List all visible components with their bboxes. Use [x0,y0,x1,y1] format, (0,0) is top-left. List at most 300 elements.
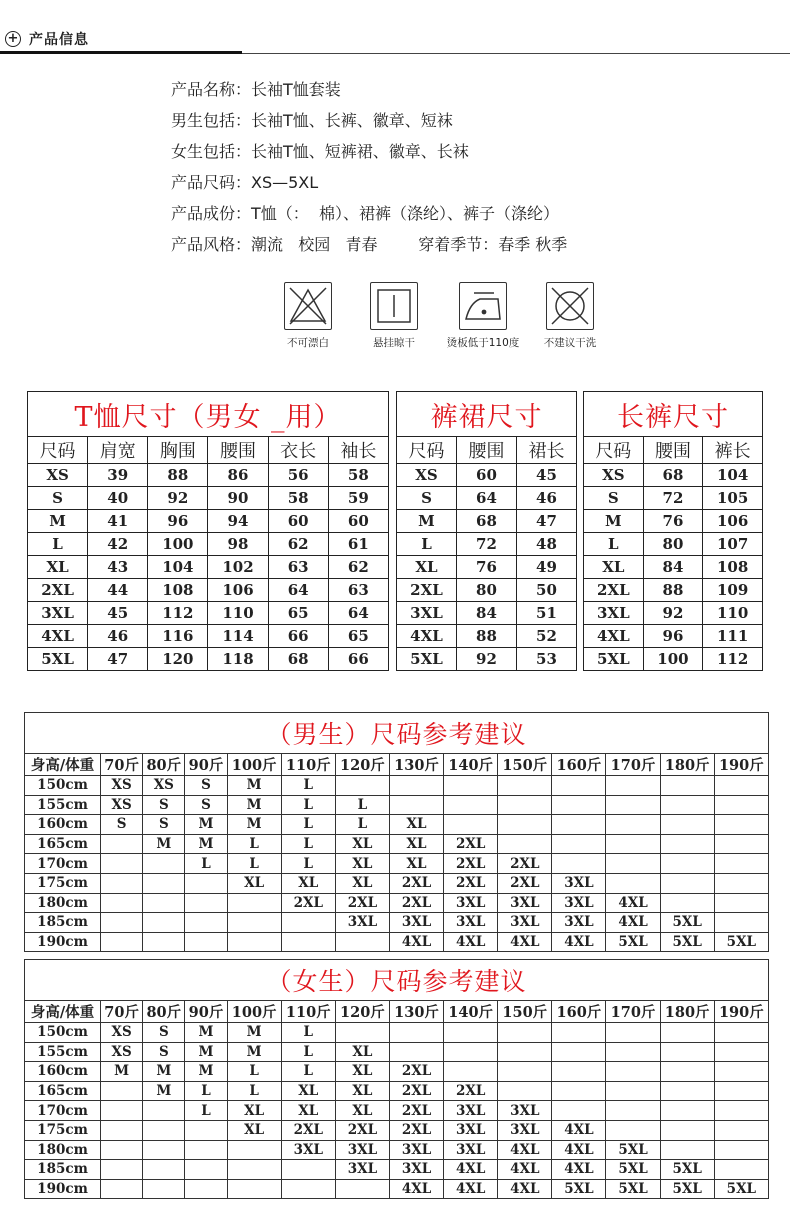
table-cell: XL [389,854,443,874]
table-cell [660,1140,714,1160]
table-cell [444,1042,498,1062]
table-cell: S [28,487,88,510]
table-cell: 3XL [281,1140,335,1160]
info-line: 产品成份：T恤（： 棉）、裙裤（涤纶）、裤子（涤纶） [171,204,559,223]
column-header: 110斤 [281,1001,335,1023]
table-row [28,625,389,648]
table-cell [660,854,714,874]
table-cell: XS [143,776,185,796]
column-header: 腰围 [643,437,703,464]
table-cell [606,834,660,854]
table-cell [714,1120,768,1140]
column-header: 身高/体重 [25,754,101,776]
column-header: 尺码 [28,437,88,464]
info-line: 产品风格：潮流 校园 青春 穿着季节：春季 秋季 [171,235,568,254]
table-cell: L [397,533,457,556]
table-cell: 50 [516,579,576,602]
table-cell [101,873,143,893]
table-row [25,873,769,893]
table-cell: 2XL [498,854,552,874]
table-cell: XL [335,854,389,874]
table-cell: XS [101,795,143,815]
table-cell: 155cm [25,795,101,815]
table-cell: 155cm [25,1042,101,1062]
table-cell: XL [227,1120,281,1140]
table-cell: 3XL [444,1101,498,1121]
table-cell [143,873,185,893]
column-header: 70斤 [101,1001,143,1023]
table-cell [281,932,335,952]
table-cell: 165cm [25,834,101,854]
table-cell [552,834,606,854]
table-cell [606,854,660,874]
table-cell: XL [281,1101,335,1121]
table-cell: 5XL [606,1140,660,1160]
table-cell: L [281,834,335,854]
table-cell [606,795,660,815]
table-cell: XL [335,873,389,893]
table-cell [389,776,443,796]
table-cell: L [584,533,644,556]
table-row [25,1042,769,1062]
table-cell: 2XL [397,579,457,602]
table-row [397,625,577,648]
table-cell: 2XL [389,1120,443,1140]
table-cell: 5XL [660,1160,714,1180]
table-cell: 190cm [25,932,101,952]
table-cell: 94 [208,510,268,533]
table-cell: 98 [208,533,268,556]
table-cell [101,1140,143,1160]
table-cell: 3XL [444,1120,498,1140]
table-cell [444,776,498,796]
table-cell: 42 [88,533,148,556]
table-cell: 64 [456,487,516,510]
column-header: 170斤 [606,1001,660,1023]
table-cell [185,873,227,893]
table-cell: L [335,815,389,835]
table-cell [498,834,552,854]
product-info [171,74,567,260]
table-cell [552,1101,606,1121]
table-row [584,625,763,648]
table-cell: 4XL [498,1160,552,1180]
table-cell: 44 [88,579,148,602]
table-cell: 108 [703,556,763,579]
section-header [0,26,790,54]
table-cell: XL [227,873,281,893]
info-line: 产品名称：长袖T恤套装 [171,80,341,99]
table-cell [143,1120,185,1140]
care-label: 不可漂白 [287,337,329,349]
table-cell: 92 [643,602,703,625]
table-cell: 90 [208,487,268,510]
care-label: 烫板低于110度 [446,337,520,349]
table-cell: 110 [703,602,763,625]
table-cell: 5XL [606,932,660,952]
column-header: 80斤 [143,1001,185,1023]
table-cell: 68 [456,510,516,533]
table-cell: S [143,1023,185,1043]
table-row [28,648,389,671]
table-cell [335,776,389,796]
table-cell: 4XL [389,1179,443,1199]
column-header: 袖长 [328,437,388,464]
table-title: （女生）尺码参考建议 [25,960,769,1001]
table-cell: 64 [268,579,328,602]
care-label: 不建议干洗 [543,337,597,349]
table-cell [227,1179,281,1199]
table-cell: XL [28,556,88,579]
table-cell: 3XL [498,913,552,933]
table-row [28,579,389,602]
table-cell: M [227,776,281,796]
table-cell [143,913,185,933]
table-title: （男生）尺码参考建议 [25,713,769,754]
table-cell: 4XL [397,625,457,648]
column-header: 180斤 [660,1001,714,1023]
table-row [25,1179,769,1199]
table-cell: M [143,1062,185,1082]
table-cell [143,1101,185,1121]
table-cell [101,913,143,933]
column-header: 140斤 [444,754,498,776]
table-cell: L [281,1062,335,1082]
column-header: 裙长 [516,437,576,464]
table-cell [660,834,714,854]
column-header: 190斤 [714,754,768,776]
table-cell: 5XL [606,1179,660,1199]
table-cell [143,1160,185,1180]
table-cell: 4XL [498,1179,552,1199]
table-cell: L [335,795,389,815]
table-cell: 58 [328,464,388,487]
table-cell: 112 [703,648,763,671]
table-row [584,602,763,625]
table-cell [660,1042,714,1062]
table-cell: 185cm [25,913,101,933]
table-cell: XL [281,873,335,893]
table-cell: 84 [456,602,516,625]
table-row [584,487,763,510]
table-cell: 4XL [606,893,660,913]
table-cell [101,893,143,913]
table-cell: 4XL [498,1140,552,1160]
table-cell [389,1023,443,1043]
column-header: 尺码 [584,437,644,464]
table-cell: 66 [268,625,328,648]
table-cell [552,1042,606,1062]
table-cell: 5XL [660,1179,714,1199]
table-cell: L [185,1101,227,1121]
column-header: 肩宽 [88,437,148,464]
column-header: 腰围 [456,437,516,464]
table-cell: 63 [328,579,388,602]
table-cell: 62 [268,533,328,556]
table-cell: 3XL [498,893,552,913]
table-cell: XL [389,834,443,854]
table-cell: 63 [268,556,328,579]
table-cell [714,1081,768,1101]
table-cell: 59 [328,487,388,510]
table-row [25,854,769,874]
table-row [25,913,769,933]
table-cell [606,815,660,835]
table-title: T恤尺寸（男女 _用） [28,392,389,437]
table-cell: L [227,854,281,874]
table-cell: 2XL [389,893,443,913]
table-cell: 3XL [335,1160,389,1180]
table-cell: S [584,487,644,510]
table-cell: 2XL [389,1081,443,1101]
table-cell [606,1023,660,1043]
table-cell: 100 [148,533,208,556]
table-cell: 47 [88,648,148,671]
table-cell: 68 [643,464,703,487]
table-cell: L [281,1042,335,1062]
table-cell: 160cm [25,1062,101,1082]
column-header: 160斤 [552,754,606,776]
table-cell [227,1160,281,1180]
column-header: 140斤 [444,1001,498,1023]
table-cell: 3XL [389,1140,443,1160]
table-cell [606,1042,660,1062]
table-cell: XL [335,1042,389,1062]
tshirt-size-table [27,391,389,671]
table-cell: M [227,1042,281,1062]
table-cell [660,1062,714,1082]
table-cell: 3XL [444,893,498,913]
table-cell: 5XL [28,648,88,671]
table-cell: 80 [643,533,703,556]
table-cell: L [227,1062,281,1082]
table-cell: 45 [516,464,576,487]
table-title: 长裤尺寸 [584,392,763,437]
table-cell: 185cm [25,1160,101,1180]
table-row [28,533,389,556]
table-cell: 88 [148,464,208,487]
table-cell: 52 [516,625,576,648]
table-cell: 3XL [498,1120,552,1140]
column-header: 裤长 [703,437,763,464]
table-cell: 3XL [552,913,606,933]
table-cell: 96 [643,625,703,648]
table-cell: 2XL [281,1120,335,1140]
table-cell: 2XL [281,893,335,913]
column-header: 腰围 [208,437,268,464]
table-cell: 4XL [552,1120,606,1140]
table-cell [660,893,714,913]
table-cell [335,1179,389,1199]
table-cell [101,932,143,952]
table-cell: 4XL [584,625,644,648]
column-header: 尺码 [397,437,457,464]
table-cell [281,1160,335,1180]
table-cell: 40 [88,487,148,510]
table-cell [714,834,768,854]
column-header: 80斤 [143,754,185,776]
table-cell: 86 [208,464,268,487]
table-row [25,1160,769,1180]
table-cell [185,1179,227,1199]
table-row [584,556,763,579]
table-cell [660,795,714,815]
table-cell: 102 [208,556,268,579]
column-header: 130斤 [389,754,443,776]
table-row [28,510,389,533]
column-header: 身高/体重 [25,1001,101,1023]
table-cell: XL [397,556,457,579]
table-cell [606,873,660,893]
table-cell [444,795,498,815]
table-row [584,510,763,533]
column-header: 130斤 [389,1001,443,1023]
no-bleach-icon [284,282,332,330]
table-row [25,795,769,815]
table-cell [552,1062,606,1082]
table-cell: 5XL [714,932,768,952]
table-cell: M [185,1023,227,1043]
table-cell [714,1160,768,1180]
table-cell [101,1101,143,1121]
table-cell [101,834,143,854]
male-size-guide-table [24,712,769,952]
column-header: 160斤 [552,1001,606,1023]
column-header: 170斤 [606,754,660,776]
table-cell: 3XL [552,893,606,913]
table-cell [185,1160,227,1180]
table-cell: 4XL [498,932,552,952]
table-cell: 3XL [389,913,443,933]
table-cell: 65 [268,602,328,625]
table-cell: 46 [516,487,576,510]
table-cell: M [28,510,88,533]
table-cell: M [185,815,227,835]
table-cell: 2XL [389,1101,443,1121]
table-cell: M [143,1081,185,1101]
table-cell: L [28,533,88,556]
table-cell [143,1179,185,1199]
table-cell: 5XL [660,932,714,952]
header-underline [0,51,242,54]
table-cell: 109 [703,579,763,602]
column-header: 90斤 [185,1001,227,1023]
table-cell: 2XL [335,893,389,913]
table-row [25,1062,769,1082]
table-cell: M [584,510,644,533]
table-cell: 3XL [28,602,88,625]
table-cell: 5XL [606,1160,660,1180]
table-row [584,464,763,487]
table-cell: 60 [456,464,516,487]
table-cell [143,893,185,913]
table-row [397,648,577,671]
table-cell [227,913,281,933]
table-cell [143,854,185,874]
table-cell: 61 [328,533,388,556]
column-header: 胸围 [148,437,208,464]
table-cell: 104 [148,556,208,579]
table-cell: 3XL [498,1101,552,1121]
table-cell: 2XL [584,579,644,602]
table-cell: 84 [643,556,703,579]
table-cell: M [227,815,281,835]
table-cell [714,1062,768,1082]
table-cell: M [397,510,457,533]
table-cell: S [185,776,227,796]
info-line: 产品尺码：XS—5XL [171,173,319,192]
table-cell: 100 [643,648,703,671]
table-cell [552,776,606,796]
table-row [25,893,769,913]
table-cell: 190cm [25,1179,101,1199]
table-cell [714,1140,768,1160]
table-cell: 120 [148,648,208,671]
table-cell: M [185,1062,227,1082]
table-row [584,579,763,602]
table-cell: M [185,834,227,854]
table-cell: 45 [88,602,148,625]
table-row [25,776,769,796]
column-header: 100斤 [227,754,281,776]
table-cell: 96 [148,510,208,533]
table-cell [606,1120,660,1140]
table-cell: 68 [268,648,328,671]
table-cell: L [281,1023,335,1043]
table-cell [444,1062,498,1082]
table-cell: 2XL [444,834,498,854]
hang-dry-icon [370,282,418,330]
table-cell [227,1140,281,1160]
table-cell: XL [227,1101,281,1121]
table-row [25,834,769,854]
table-cell: 72 [643,487,703,510]
table-cell [660,1101,714,1121]
table-cell [660,815,714,835]
table-cell [714,873,768,893]
table-cell [606,1062,660,1082]
table-cell: 2XL [389,1062,443,1082]
table-row [25,1081,769,1101]
table-cell: 2XL [389,873,443,893]
table-cell: 108 [148,579,208,602]
table-cell: 2XL [28,579,88,602]
table-cell: 180cm [25,893,101,913]
table-cell [101,1160,143,1180]
table-cell: L [281,795,335,815]
table-cell: 49 [516,556,576,579]
table-cell: 2XL [444,873,498,893]
care-no-bleach [263,282,353,350]
table-cell [498,1081,552,1101]
table-cell [389,795,443,815]
table-cell [335,932,389,952]
table-cell [498,1023,552,1043]
table-cell: 4XL [444,1179,498,1199]
table-cell: 80 [456,579,516,602]
table-cell [389,1042,443,1062]
table-cell: 46 [88,625,148,648]
care-no-dry-clean [525,282,615,350]
info-line: 女生包括：长袖T恤、短裤裙、徽章、长袜 [171,142,469,161]
expand-plus-icon[interactable]: + [5,31,21,47]
table-cell: 76 [456,556,516,579]
table-cell: XS [584,464,644,487]
table-cell [335,1023,389,1043]
table-cell: 48 [516,533,576,556]
table-cell: 47 [516,510,576,533]
table-cell: 88 [456,625,516,648]
